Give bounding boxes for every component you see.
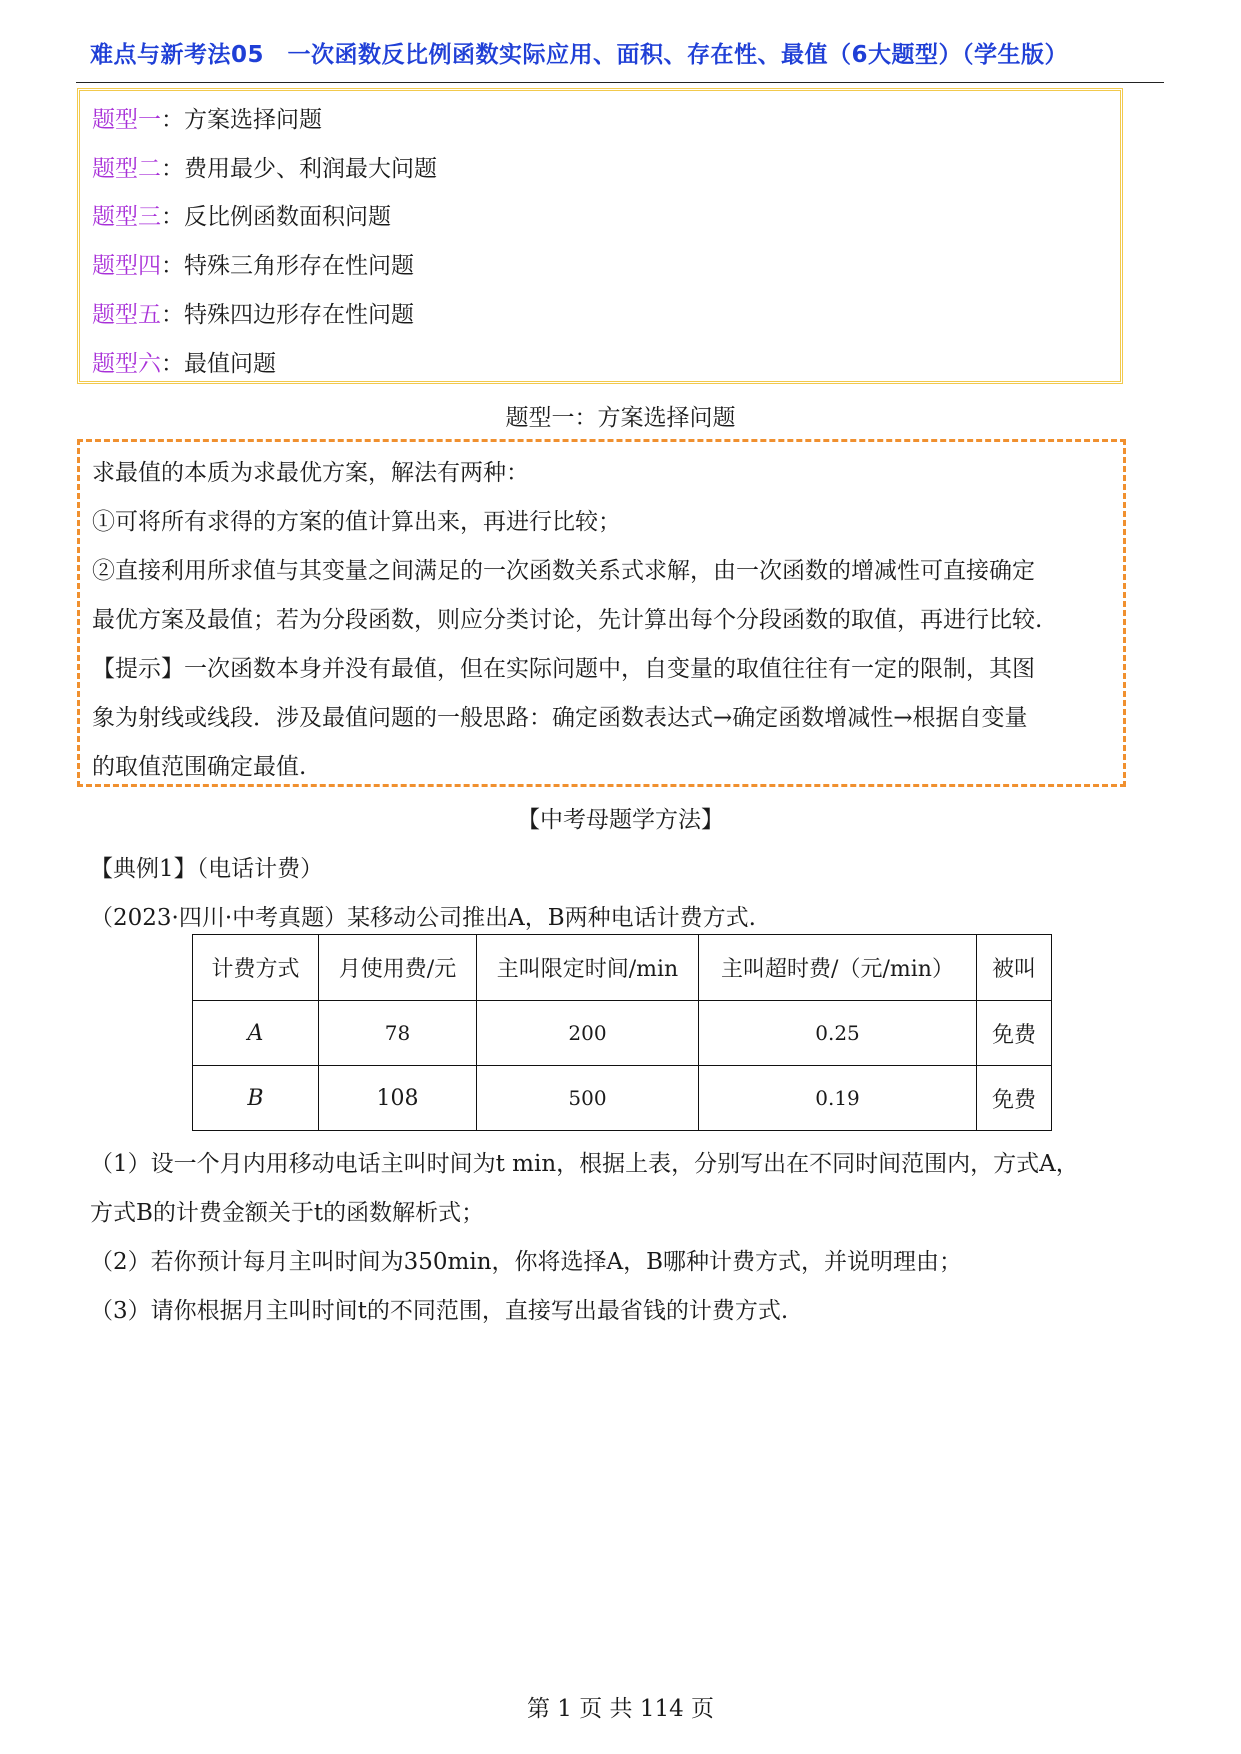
example-heading: 【典例1】（电话计费）: [90, 856, 324, 882]
toc-text: ：方案选择问题: [161, 107, 322, 133]
method-summary-box: [77, 439, 1126, 787]
document-header-title: 难点与新考法05 一次函数反比例函数实际应用、面积、存在性、最值（6大题型）（学生版）: [90, 42, 1069, 68]
toc-text: ：特殊四边形存在性问题: [161, 302, 414, 328]
section-title: 题型一：方案选择问题: [505, 405, 736, 431]
toc-item-1: [92, 101, 322, 134]
header-rule: [76, 82, 1164, 83]
question-line: 方式B的计费金额关于t的函数解析式；: [90, 1200, 485, 1226]
table-header-row: [193, 935, 1052, 1001]
table-cell: 200: [477, 1001, 699, 1066]
toc-text: ：费用最少、利润最大问题: [161, 156, 437, 182]
toc-label: 题型五: [92, 302, 161, 328]
table-row: [193, 1001, 1052, 1066]
method-line: ②直接利用所求值与其变量之间满足的一次函数关系式求解，由一次函数的增减性可直接确定: [92, 558, 1035, 584]
table-row: [193, 1066, 1052, 1131]
method-line: 的取值范围确定最值.: [92, 754, 307, 780]
table-header-cell: 计费方式: [193, 935, 319, 1001]
toc-label: 题型二: [92, 156, 161, 182]
fee-table: [192, 934, 1052, 1131]
table-header-cell: 主叫限定时间/min: [477, 935, 699, 1001]
method-line: 求最值的本质为求最优方案，解法有两种：: [92, 460, 529, 486]
toc-text: ：特殊三角形存在性问题: [161, 253, 414, 279]
toc-text: ：最值问题: [161, 351, 276, 377]
table-header-cell: 主叫超时费/（元/min）: [699, 935, 977, 1001]
toc-text: ：反比例函数面积问题: [161, 204, 391, 230]
table-header-cell: 被叫: [977, 935, 1052, 1001]
table-header-cell: 月使用费/元: [319, 935, 477, 1001]
question-line: （1）设一个月内用移动电话主叫时间为t min，根据上表，分别写出在不同时间范围内，方式A，: [90, 1151, 1079, 1177]
table-cell: B: [193, 1066, 319, 1131]
toc-label: 题型一: [92, 107, 161, 133]
toc-item-6: [92, 345, 276, 378]
example-source: （2023·四川·中考真题）某移动公司推出A，B两种电话计费方式.: [90, 905, 756, 931]
toc-item-4: [92, 247, 414, 280]
method-line: ①可将所有求得的方案的值计算出来，再进行比较；: [92, 509, 621, 535]
table-cell: 0.25: [699, 1001, 977, 1066]
toc-label: 题型六: [92, 351, 161, 377]
table-cell: 免费: [977, 1001, 1052, 1066]
toc-item-2: [92, 150, 437, 183]
toc-label: 题型三: [92, 204, 161, 230]
method-line: 【提示】一次函数本身并没有最值，但在实际问题中，自变量的取值往往有一定的限制，其图: [92, 656, 1035, 682]
table-cell: 108: [319, 1066, 477, 1131]
table-cell: 500: [477, 1066, 699, 1131]
toc-item-3: [92, 198, 391, 231]
toc-label: 题型四: [92, 253, 161, 279]
table-cell: 免费: [977, 1066, 1052, 1131]
question-line: （2）若你预计每月主叫时间为350min，你将选择A，B哪种计费方式，并说明理由；: [90, 1249, 963, 1275]
method-heading: 【中考母题学方法】: [517, 807, 724, 833]
question-type-list: [77, 88, 1123, 384]
question-line: （3）请你根据月主叫时间t的不同范围，直接写出最省钱的计费方式.: [90, 1298, 789, 1324]
table-cell: A: [193, 1001, 319, 1066]
page-number: 第 1 页 共 114 页: [526, 1696, 715, 1722]
table-cell: 78: [319, 1001, 477, 1066]
method-line: 最优方案及最值；若为分段函数，则应分类讨论，先计算出每个分段函数的取值，再进行比较.: [92, 607, 1043, 633]
table-cell: 0.19: [699, 1066, 977, 1131]
method-line: 象为射线或线段．涉及最值问题的一般思路：确定函数表达式→确定函数增减性→根据自变量: [92, 705, 1028, 731]
toc-item-5: [92, 296, 414, 329]
